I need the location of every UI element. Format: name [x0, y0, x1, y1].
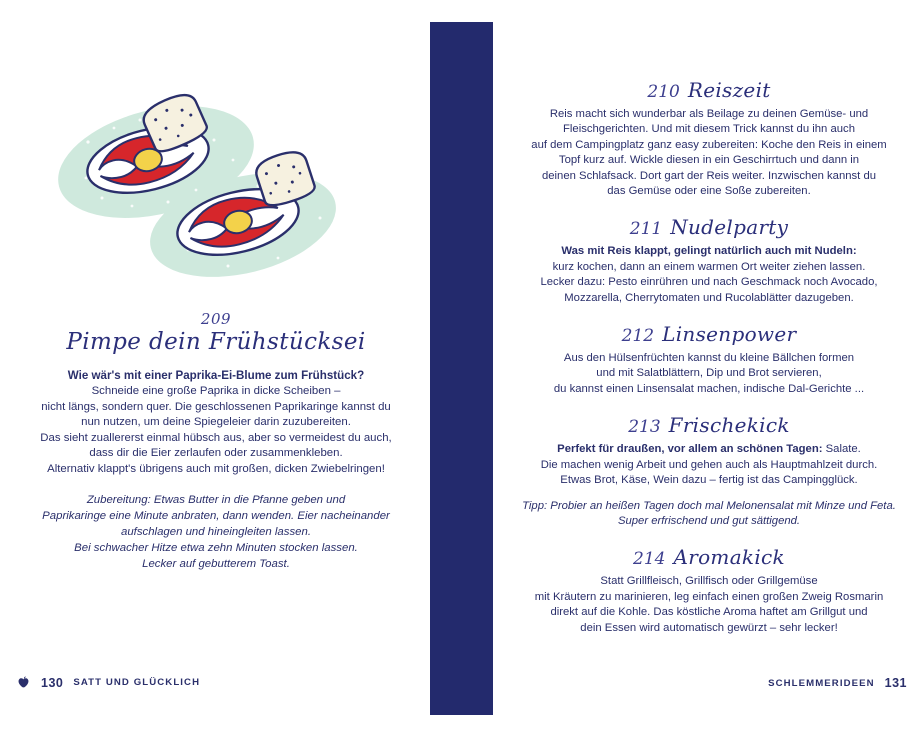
list-item	[511, 78, 907, 199]
recipe-preparation-line: aufschlagen und hineingleiten lassen.	[121, 525, 311, 538]
entry-body	[511, 351, 907, 397]
entry-body-line: und mit Salatblättern, Dip und Brot servieren,	[596, 367, 822, 380]
spine-gutter	[430, 0, 493, 738]
apple-icon	[16, 675, 31, 690]
entry-title: Aromakick	[673, 545, 785, 570]
entry-body-line: Topf kurz auf. Wickle diesen in ein Geschirrtuch und dann in	[558, 154, 860, 167]
recipe-preparation	[20, 492, 412, 572]
entry-body-line: das Gemüse oder eine Soße zubereiten.	[607, 185, 811, 198]
entry-heading	[511, 215, 907, 239]
recipe-body-line: nun nutzen, um deine Spiegeleier darin zuzubereiten.	[81, 416, 351, 429]
tips-list	[511, 78, 907, 652]
entry-title: Frischekick	[668, 413, 790, 438]
entry-body	[511, 574, 907, 636]
entry-lead: Was mit Reis klappt, gelingt natürlich auch mit Nudeln:	[561, 245, 857, 258]
entry-number: 213	[628, 417, 661, 438]
entry-body-line: Lecker dazu: Pesto einrühren und nach Geschmack noch Avocado,	[540, 276, 878, 289]
entry-title: Reiszeit	[687, 78, 771, 102]
entry-body-line: Mozzarella, Cherrytomaten und Rucolablätter dazugeben.	[564, 291, 854, 304]
right-page	[493, 0, 923, 738]
entry-body-line: Aus den Hülsenfrüchten kannst du kleine Bällchen formen	[563, 352, 855, 365]
folio-number: 131	[884, 676, 907, 690]
left-page-footer	[16, 675, 200, 690]
entry-number: 210	[647, 82, 680, 102]
recipe-title: Pimpe dein Frühstücksei	[66, 329, 366, 355]
entry-tip	[511, 499, 907, 530]
entry-body-line: du kannst einen Linsensalat machen, indische Dal-Gerichte ...	[553, 382, 865, 395]
recipe-body-line: Das sieht zuallererst einmal hübsch aus, aber so vermeidest du auch,	[40, 431, 392, 444]
entry-body-line: dein Essen wird automatisch gewürzt – sehr lecker!	[580, 621, 838, 634]
entry-title: Linsenpower	[662, 322, 797, 347]
entry-body-line: direkt auf die Kohle. Das köstliche Aroma haftet am Grillgut und	[550, 606, 868, 619]
folio-number: 130	[41, 675, 64, 690]
entry-body-line: mit Kräutern zu marinieren, leg einfach einen großen Zweig Rosmarin	[534, 590, 884, 603]
entry-title: Nudelparty	[670, 215, 789, 240]
running-head: SATT UND GLÜCKLICH	[73, 677, 201, 688]
entry-heading	[511, 322, 907, 346]
recipe-lead: Wie wär's mit einer Paprika-Ei-Blume zum Frühstück?	[67, 369, 365, 382]
entry-body-line: auf dem Campingplatz ganz easy zubereiten: Koche den Reis in einem	[531, 138, 887, 151]
entry-body-line: Statt Grillfleisch, Grillfisch oder Grillgemüse	[600, 575, 818, 588]
entry-body	[511, 442, 907, 488]
entry-heading	[511, 413, 907, 437]
recipe-number: 209	[200, 310, 232, 328]
entry-number: 214	[633, 549, 666, 570]
paprika-egg-flower-illustration	[28, 90, 358, 305]
entry-heading	[511, 78, 907, 102]
list-item	[511, 215, 907, 306]
recipe-body-line: nicht längs, sondern quer. Die geschlossenen Paprikaringe kannst du	[41, 400, 391, 413]
right-page-footer	[768, 676, 907, 690]
left-page	[0, 0, 430, 738]
recipe-preparation-line: Paprikaringe eine Minute anbraten, dann wenden. Eier nacheinander	[42, 509, 390, 522]
entry-lead: Perfekt für draußen, vor allem an schönen Tagen:	[557, 443, 823, 456]
entry-body-line: deinen Schlafsack. Dort gart der Reis weiter. Inzwischen kannst du	[541, 169, 877, 182]
entry-body-line: Die machen wenig Arbeit und gehen auch als Hauptmahlzeit durch.	[540, 458, 878, 471]
entry-tip-line: Tipp: Probier an heißen Tagen doch mal Melonensalat mit Minze und Feta.	[522, 499, 896, 512]
entry-body-line: kurz kochen, dann an einem warmen Ort weiter ziehen lassen.	[552, 260, 866, 273]
list-item	[511, 545, 907, 636]
spine-color-band	[430, 22, 493, 715]
left-recipe-block	[20, 310, 412, 572]
entry-body	[511, 107, 907, 199]
list-item	[511, 413, 907, 529]
recipe-preparation-line: Zubereitung: Etwas Butter in die Pfanne geben und	[86, 493, 346, 506]
list-item	[511, 322, 907, 397]
recipe-body-line: Alternativ klappt's übrigens auch mit großen, dicken Zwiebelringen!	[47, 462, 385, 475]
entry-lead-tail: Salate.	[822, 443, 861, 456]
entry-body-line: Reis macht sich wunderbar als Beilage zu deinen Gemüse- und	[549, 108, 869, 120]
recipe-preparation-line: Bei schwacher Hitze etwa zehn Minuten stocken lassen.	[74, 541, 358, 554]
entry-tip-line: Super erfrischend und gut sättigend.	[617, 514, 801, 527]
running-head: SCHLEMMERIDEEN	[768, 677, 875, 689]
entry-heading	[511, 545, 907, 569]
entry-lead-row	[511, 442, 907, 457]
recipe-preparation-line: Lecker auf gebutterem Toast.	[142, 557, 290, 570]
entry-number: 211	[629, 219, 663, 240]
recipe-body-line: Schneide eine große Paprika in dicke Scheiben –	[91, 385, 341, 397]
entry-body-line: Etwas Brot, Käse, Wein dazu – fertig ist das Campingglück.	[560, 474, 858, 487]
entry-body	[511, 244, 907, 306]
recipe-body-line: dass dir die Eier zerlaufen oder zusammenkleben.	[89, 447, 343, 460]
entry-number: 212	[621, 326, 655, 347]
entry-body-line: Fleischgerichten. Und mit diesem Trick kannst du ihn auch	[563, 123, 855, 136]
